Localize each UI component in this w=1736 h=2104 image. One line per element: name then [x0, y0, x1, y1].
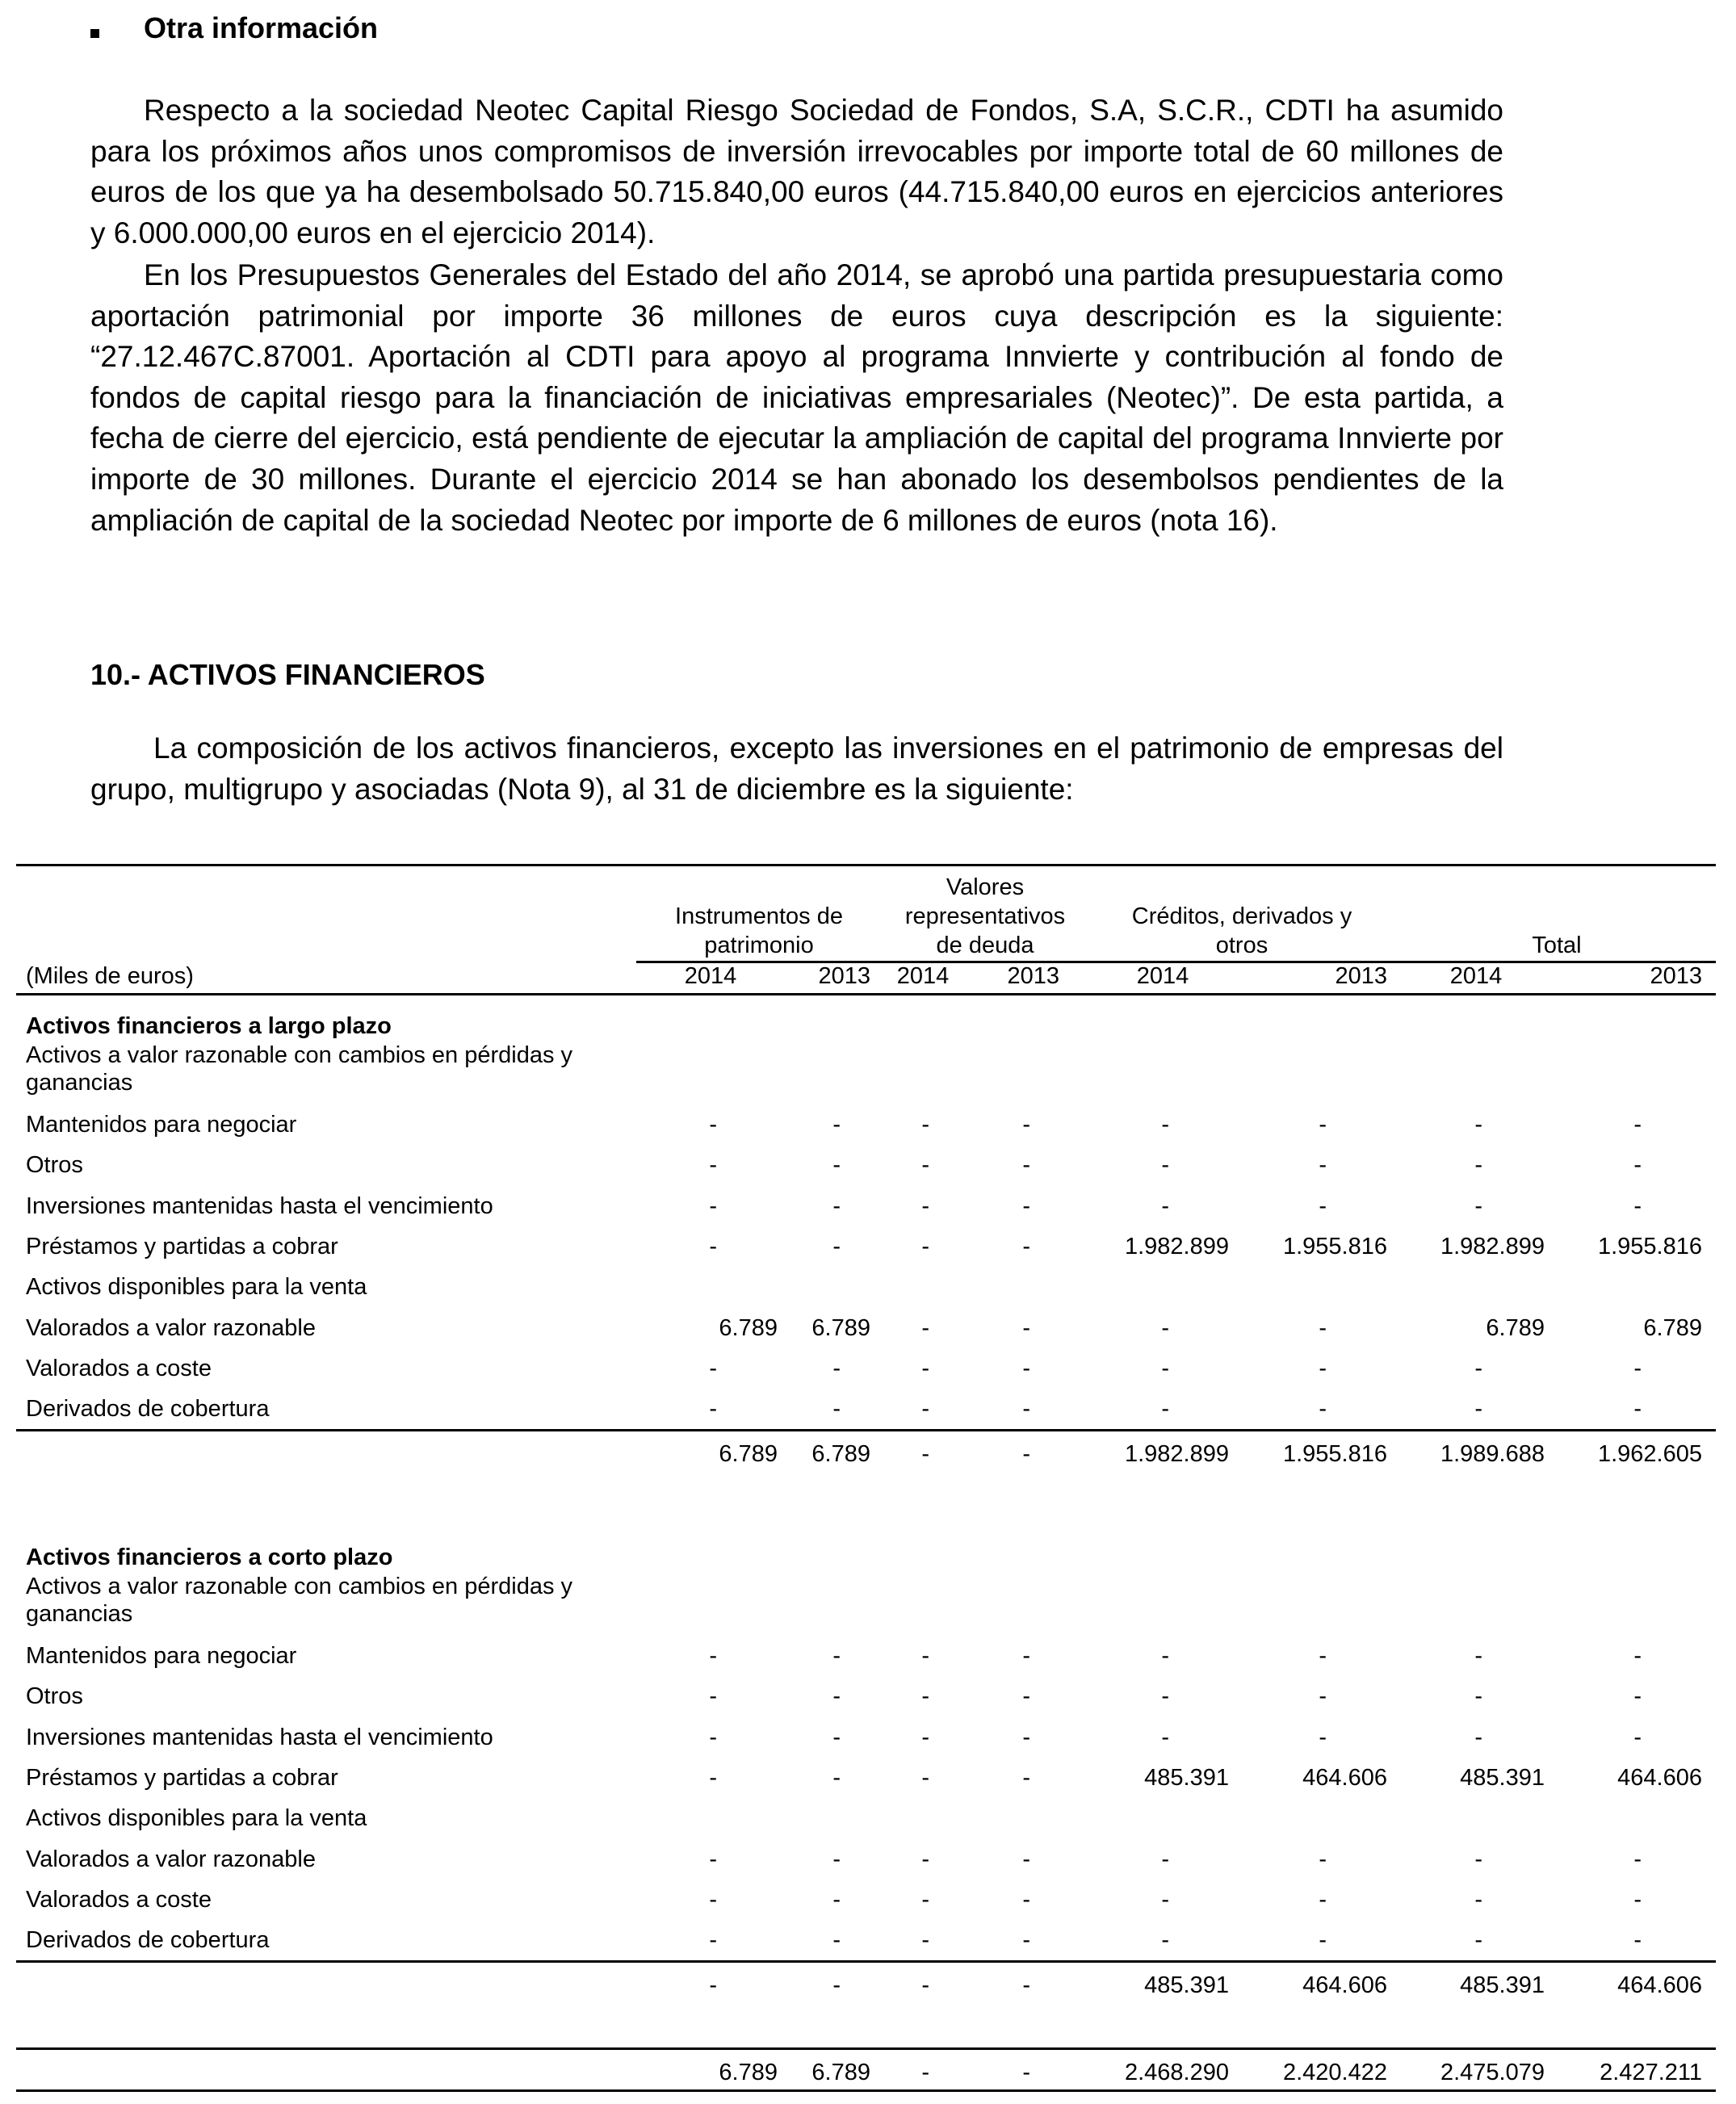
long-term-row-label: Préstamos y partidas a cobrar — [26, 1233, 338, 1259]
long-term-subtotal-cell: 6.789 — [719, 1441, 778, 1468]
year-header: 2013 — [818, 963, 870, 989]
long-term-cell: - — [1474, 1112, 1482, 1138]
short-term-cell: - — [1022, 1764, 1030, 1791]
short-term-subtotal-cell: - — [1022, 1972, 1030, 1999]
long-term-subtotal-cell: 1.982.899 — [1124, 1441, 1229, 1468]
long-term-cell: - — [921, 1396, 929, 1423]
long-term-cell: 6.789 — [1486, 1314, 1545, 1341]
long-term-cell: - — [921, 1314, 929, 1341]
long-term-cell: - — [1633, 1355, 1642, 1381]
short-term-subtotal-cell: 485.391 — [1144, 1972, 1229, 1999]
long-term-cell: - — [1022, 1396, 1030, 1423]
short-term-cell: - — [921, 1927, 929, 1954]
grand-total-cell: 6.789 — [719, 2060, 778, 2085]
short-term-cell: - — [1161, 1886, 1169, 1913]
short-term-cell: - — [1161, 1846, 1169, 1872]
group-header-line: Valores — [946, 874, 1025, 900]
short-term-cell: - — [1161, 1683, 1169, 1710]
short-term-cell: - — [921, 1764, 929, 1791]
long-term-cell: - — [921, 1112, 929, 1138]
long-term-cell: - — [1474, 1192, 1482, 1219]
short-term-cell: - — [1319, 1683, 1327, 1710]
grand-total-cell: 6.789 — [811, 2060, 870, 2085]
long-term-cell: 6.789 — [719, 1314, 778, 1341]
short-term-subtotal-cell: 464.606 — [1302, 1972, 1387, 1999]
short-term-cell: - — [709, 1724, 717, 1750]
short-term-cell: - — [921, 1683, 929, 1710]
short-term-cell: - — [1633, 1643, 1642, 1669]
year-header-rule — [16, 993, 1716, 995]
short-term-subtotal-rule — [16, 1960, 1716, 1963]
long-term-cell: 6.789 — [1643, 1314, 1702, 1341]
bullet-square-icon — [90, 29, 99, 38]
short-term-cell: - — [832, 1846, 841, 1872]
long-term-subtotal-cell: 1.955.816 — [1282, 1441, 1387, 1468]
short-term-cell: - — [1474, 1643, 1482, 1669]
long-term-row-label: Derivados de cobertura — [26, 1396, 270, 1423]
short-term-cell: - — [1319, 1886, 1327, 1913]
long-term-cell: - — [832, 1355, 841, 1381]
short-term-cell: - — [1319, 1846, 1327, 1872]
short-term-row-label: Activos disponibles para la venta — [26, 1805, 367, 1832]
short-term-cell: 464.606 — [1617, 1764, 1702, 1791]
short-term-cell: - — [1161, 1643, 1169, 1669]
long-term-row-label: Activos disponibles para la venta — [26, 1274, 367, 1301]
long-term-cell: - — [1161, 1192, 1169, 1219]
long-term-cell: 1.982.899 — [1124, 1233, 1229, 1259]
long-term-cell: - — [1022, 1112, 1030, 1138]
group-header-line: Créditos, derivados y — [1131, 903, 1352, 929]
grand-total-bottom-rule — [16, 2089, 1716, 2092]
short-term-row-label: Valorados a valor razonable — [26, 1846, 316, 1872]
short-term-cell: - — [832, 1927, 841, 1954]
other-info-paragraph-1 — [90, 90, 1503, 254]
long-term-cell: - — [1474, 1355, 1482, 1381]
short-term-cell: - — [921, 1724, 929, 1750]
long-term-subtotal-cell: - — [1022, 1441, 1030, 1468]
short-term-title: Activos financieros a corto plazo — [26, 1544, 393, 1570]
long-term-cell: - — [1022, 1314, 1030, 1341]
short-term-cell: - — [832, 1724, 841, 1750]
short-term-row-label: Préstamos y partidas a cobrar — [26, 1764, 338, 1791]
long-term-subtotal-rule — [16, 1429, 1716, 1431]
short-term-cell: - — [1474, 1724, 1482, 1750]
short-term-subtotal-cell: - — [709, 1972, 717, 1999]
long-term-cell: - — [832, 1152, 841, 1179]
short-term-cell: - — [921, 1886, 929, 1913]
long-term-cell: - — [709, 1355, 717, 1381]
year-header: 2014 — [1449, 963, 1503, 989]
short-term-cell: - — [921, 1846, 929, 1872]
group-header-line: patrimonio — [704, 933, 814, 958]
table-top-rule — [16, 864, 1716, 866]
year-header: 2013 — [1007, 963, 1059, 989]
long-term-subtotal-cell: - — [921, 1441, 929, 1468]
long-term-cell: 6.789 — [811, 1314, 870, 1341]
short-term-subtotal-cell: - — [921, 1972, 929, 1999]
short-term-cell: - — [832, 1764, 841, 1791]
long-term-subtotal-cell: 1.962.605 — [1597, 1441, 1702, 1468]
long-term-title: Activos financieros a largo plazo — [26, 1013, 392, 1039]
short-term-cell: - — [1161, 1724, 1169, 1750]
long-term-cell: - — [1319, 1152, 1327, 1179]
short-term-cell: - — [1633, 1886, 1642, 1913]
long-term-subtotal-cell: 6.789 — [811, 1441, 870, 1468]
short-term-row-label: Inversiones mantenidas hasta el vencimiento — [26, 1724, 493, 1750]
grand-total-top-rule — [16, 2047, 1716, 2050]
short-term-row-label: Valorados a coste — [26, 1886, 212, 1913]
short-term-cell: - — [832, 1643, 841, 1669]
long-term-row-label: Valorados a coste — [26, 1355, 212, 1381]
grand-total-cell: 2.468.290 — [1124, 2060, 1229, 2085]
short-term-cell: - — [709, 1764, 717, 1791]
short-term-cell: - — [1633, 1724, 1642, 1750]
short-term-cell: - — [1474, 1846, 1482, 1872]
long-term-cell: - — [1633, 1112, 1642, 1138]
grand-total-cell: - — [921, 2060, 929, 2085]
group-header-line: Total — [1532, 933, 1582, 958]
grand-total-cell: 2.475.079 — [1440, 2060, 1545, 2085]
long-term-cell: - — [1319, 1192, 1327, 1219]
long-term-cell: - — [1633, 1396, 1642, 1423]
grand-total-cell: 2.427.211 — [1600, 2060, 1702, 2085]
short-term-cell: - — [832, 1683, 841, 1710]
long-term-cell: - — [921, 1192, 929, 1219]
short-term-subtotal-cell: - — [832, 1972, 841, 1999]
paragraph-text: Respecto a la sociedad Neotec Capital Riesgo Sociedad de Fondos, S.A, S.C.R., CDTI ha asumido para los próximos años unos compromisos de inversión irrevocables por importe total de 60 millones de euros de los que ya ha desembolsado 50.715.840,00 euros (44.715.840,00 euros en ejercicios anteriores y 6.000.000,00 euros en el ejercicio 2014). — [90, 94, 1503, 249]
year-header: 2013 — [1335, 963, 1387, 989]
short-term-subtotal-cell: 485.391 — [1460, 1972, 1545, 1999]
section-title: 10.- ACTIVOS FINANCIEROS — [90, 658, 485, 691]
short-term-cell: - — [709, 1643, 717, 1669]
long-term-cell: - — [921, 1355, 929, 1381]
short-term-row-label: Otros — [26, 1683, 83, 1710]
long-term-cell: - — [1161, 1396, 1169, 1423]
short-term-cell: - — [1022, 1846, 1030, 1872]
short-term-row-label: Activos a valor razonable con cambios en pérdidas y ganancias — [26, 1574, 573, 1627]
long-term-cell: - — [1319, 1314, 1327, 1341]
short-term-cell: - — [1474, 1683, 1482, 1710]
section-intro — [90, 728, 1503, 810]
long-term-cell: - — [1633, 1192, 1642, 1219]
short-term-cell: - — [709, 1886, 717, 1913]
long-term-cell: 1.955.816 — [1597, 1233, 1702, 1259]
group-header-line: representativos — [904, 903, 1066, 929]
long-term-row-label: Mantenidos para negociar — [26, 1112, 297, 1138]
short-term-cell: 485.391 — [1460, 1764, 1545, 1791]
short-term-row-label: Mantenidos para negociar — [26, 1643, 297, 1669]
long-term-cell: - — [1474, 1396, 1482, 1423]
short-term-cell: - — [1633, 1683, 1642, 1710]
long-term-cell: - — [1319, 1355, 1327, 1381]
short-term-cell: - — [1319, 1927, 1327, 1954]
short-term-cell: - — [1319, 1643, 1327, 1669]
long-term-cell: - — [832, 1192, 841, 1219]
year-header: 2014 — [896, 963, 950, 989]
short-term-cell: - — [1474, 1927, 1482, 1954]
long-term-cell: - — [1633, 1152, 1642, 1179]
short-term-cell: - — [1022, 1683, 1030, 1710]
group-header-line: Instrumentos de — [675, 903, 843, 929]
long-term-cell: - — [832, 1233, 841, 1259]
long-term-cell: - — [1022, 1233, 1030, 1259]
group-header-line: de deuda — [936, 933, 1034, 958]
long-term-cell: - — [832, 1112, 841, 1138]
short-term-cell: - — [1319, 1724, 1327, 1750]
short-term-cell: - — [1161, 1927, 1169, 1954]
short-term-subtotal-cell: 464.606 — [1617, 1972, 1702, 1999]
short-term-cell: - — [921, 1643, 929, 1669]
long-term-cell: - — [1319, 1112, 1327, 1138]
long-term-cell: - — [709, 1152, 717, 1179]
long-term-row-label: Valorados a valor razonable — [26, 1314, 316, 1341]
long-term-cell: - — [1161, 1355, 1169, 1381]
short-term-row-label: Derivados de cobertura — [26, 1927, 270, 1954]
short-term-cell: - — [832, 1886, 841, 1913]
short-term-cell: - — [709, 1846, 717, 1872]
short-term-cell: - — [1474, 1886, 1482, 1913]
long-term-subtotal-cell: 1.989.688 — [1440, 1441, 1545, 1468]
long-term-cell: - — [1022, 1152, 1030, 1179]
long-term-row-label: Activos a valor razonable con cambios en pérdidas y ganancias — [26, 1042, 573, 1096]
long-term-row-label: Inversiones mantenidas hasta el vencimiento — [26, 1192, 493, 1219]
long-term-cell: - — [1474, 1152, 1482, 1179]
short-term-cell: 464.606 — [1302, 1764, 1387, 1791]
long-term-cell: - — [1161, 1314, 1169, 1341]
long-term-cell: 1.955.816 — [1282, 1233, 1387, 1259]
grand-total-cell: 2.420.422 — [1282, 2060, 1387, 2085]
long-term-cell: - — [1022, 1192, 1030, 1219]
short-term-cell: - — [1022, 1643, 1030, 1669]
short-term-cell: 485.391 — [1144, 1764, 1229, 1791]
paragraph-text: La composición de los activos financieros, excepto las inversiones en el patrimonio de empresas del grupo, multigrupo y asociadas (Nota 9), al 31 de diciembre es la siguiente: — [90, 731, 1503, 806]
unit-label: (Miles de euros) — [26, 963, 194, 989]
other-info-paragraph-2 — [90, 255, 1503, 541]
year-header: 2014 — [684, 963, 737, 989]
long-term-row-label: Otros — [26, 1152, 83, 1179]
paragraph-text: En los Presupuestos Generales del Estado del año 2014, se aprobó una partida presupuestaria como aportación patrimonial por importe 36 millones de euros cuya descripción es la siguiente: “27.12.467C.87001. Aportación al CDTI para apoyo al programa Innvierte y contribución al fondo de fondos de capital riesgo para la financiación de iniciativas empresariales (Neotec)”. De esta partida, a fecha de cierre del ejercicio, está pendiente de ejecutar la ampliación de capital del programa Innvierte por importe de 30 millones. Durante el ejercicio 2014 se han abonado los desembolsos pendientes de la ampliación de capital de la sociedad Neotec por importe de 6 millones de euros (nota 16). — [90, 258, 1503, 537]
short-term-cell: - — [1022, 1927, 1030, 1954]
long-term-cell: - — [921, 1233, 929, 1259]
year-header: 2014 — [1136, 963, 1189, 989]
other-info-heading-text: Otra información — [144, 11, 379, 44]
short-term-cell: - — [709, 1927, 717, 1954]
long-term-cell: - — [921, 1152, 929, 1179]
long-term-cell: 1.982.899 — [1440, 1233, 1545, 1259]
long-term-cell: - — [709, 1112, 717, 1138]
long-term-cell: - — [1161, 1152, 1169, 1179]
group-header-line: otros — [1215, 933, 1268, 958]
short-term-cell: - — [1022, 1724, 1030, 1750]
long-term-cell: - — [709, 1192, 717, 1219]
long-term-cell: - — [709, 1233, 717, 1259]
short-term-cell: - — [709, 1683, 717, 1710]
short-term-cell: - — [1022, 1886, 1030, 1913]
short-term-cell: - — [1633, 1927, 1642, 1954]
long-term-cell: - — [709, 1396, 717, 1423]
long-term-cell: - — [832, 1396, 841, 1423]
long-term-cell: - — [1022, 1355, 1030, 1381]
grand-total-cell: - — [1022, 2060, 1030, 2085]
year-header: 2013 — [1650, 963, 1702, 989]
short-term-cell: - — [1633, 1846, 1642, 1872]
long-term-cell: - — [1319, 1396, 1327, 1423]
long-term-cell: - — [1161, 1112, 1169, 1138]
